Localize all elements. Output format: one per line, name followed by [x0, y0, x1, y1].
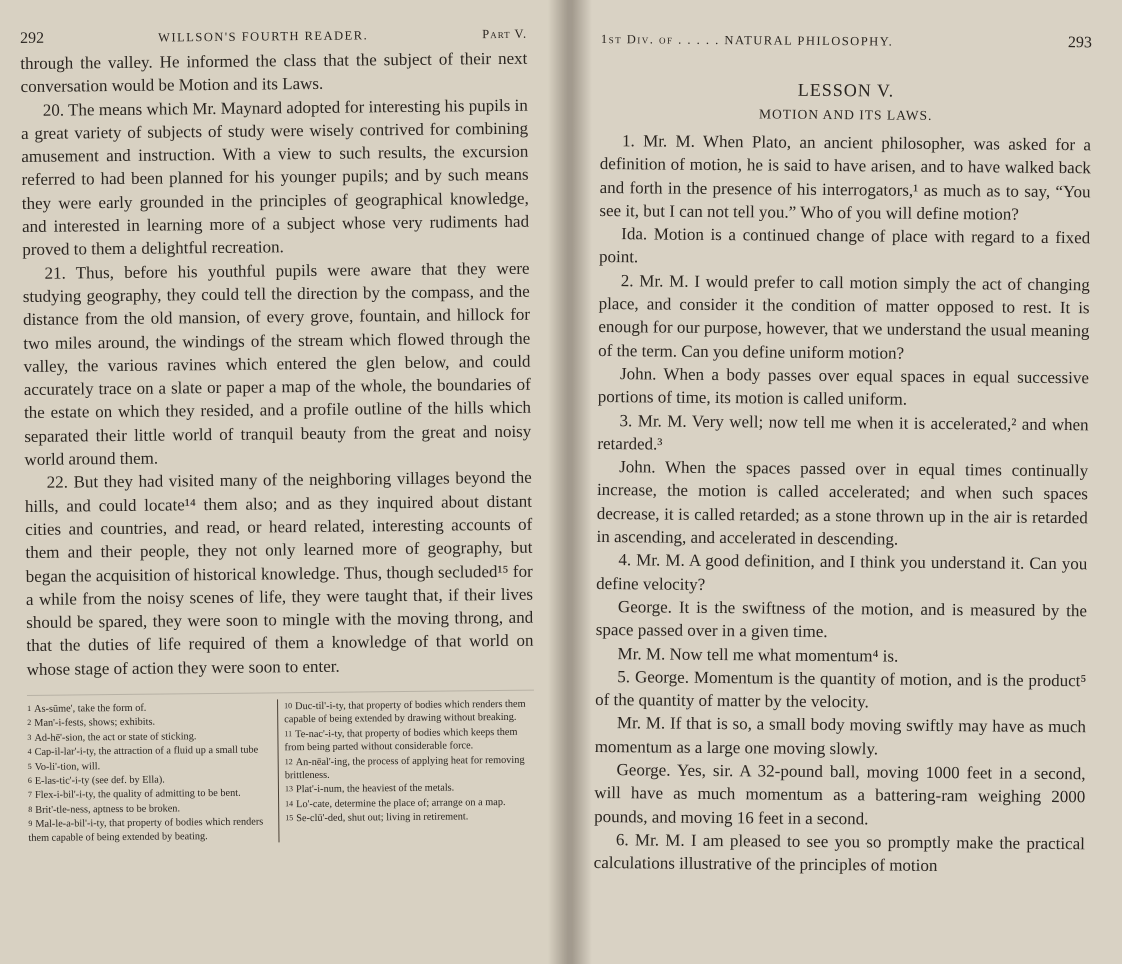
right-running-title-prefix: 1st Div. of	[600, 31, 674, 47]
left-part-label: Part V.	[482, 26, 528, 42]
right-page-header	[601, 30, 1092, 52]
right-page-content	[594, 30, 1092, 879]
paragraph-continuation: through the valley. He informed the class that the subject of their next conversation would be Motion and its Laws.	[20, 48, 528, 97]
dialogue-mr-m-small-body: Mr. M. If that is so, a small body moving swiftly may have as much momentum as a large one moving slowly.	[594, 713, 1087, 759]
dialogue-3: 3. Mr. M. Very well; now tell me when it is accelerated,² and when retarded.³	[597, 410, 1089, 454]
right-page-number: 293	[1067, 34, 1092, 52]
paragraph-20: 20. The means which Mr. Maynard adopted for interesting his pupils in a great variety of subjects of study were wisely contrived for combining amusement and instruction. With a view to such results, the excursion referred to had been planned for his younger pupils; and by such means they were early grounded in the principles of geographical knowledge, and interested in learning more of a subject whose very rudiments had proved to them a delightful recreation.	[20, 95, 530, 260]
footnote-3: 3 Ad-hē'-sion, the act or state of sticking.	[27, 731, 197, 744]
right-page	[565, 0, 1122, 964]
left-page-number: 292	[20, 29, 45, 47]
paragraph-21: 21. Thus, before his youthful pupils were aware that they were studying geography, they could tell the direction by the compass, and the distance from the old mansion, of every grove, fountain, and hillock for two miles around, the windings of the stream which flowed through the valley, the various ravines which entered the glen below, and could accurately trace on a slate or paper a map of the whole, the boundaries of the estate on which they resided, and a profile outline of the hills which separated their little world of tranquil beauty from the great and noisy world around them.	[22, 258, 532, 470]
footnote-10: 10 Duc-til'-i-ty, that property of bodies which renders them capable of being extended by drawing without breaking.	[284, 698, 526, 726]
dialogue-ida: Ida. Motion is a continued change of place with regard to a fixed point.	[598, 224, 1091, 267]
footnotes-column-left	[27, 699, 278, 845]
left-running-title: WILLSON'S FOURTH READER.	[158, 28, 369, 45]
dialogue-4: 4. Mr. M. A good definition, and I think you understand it. Can you define velocity?	[596, 550, 1088, 594]
left-page-content	[20, 25, 536, 845]
footnote-7: 7 Flex-i-bil'-i-ty, the quality of admitting to be bent.	[27, 788, 241, 802]
footnotes	[27, 690, 536, 845]
dialogue-mr-m-momentum: Mr. M. Now tell me what momentum⁴ is.	[617, 643, 899, 666]
footnote-5: 5 Vo-li'-tion, will.	[27, 760, 101, 773]
dialogue-john-2: John. When the spaces passed over in equal times continually increase, the motion is called accelerated; and when such spaces decrease, it is called retarded; as a stone thrown up in the air is retarded in ascending, and accelerated in descending.	[596, 457, 1089, 549]
footnote-11: 11 Te-nac'-i-ty, that property of bodies which keeps them from being parted without considerable force.	[284, 726, 518, 754]
footnote-9: 9 Mal-le-a-bil'-i-ty, that property of bodies which renders them capable of being extended by beating.	[28, 816, 264, 844]
left-page-header	[20, 25, 527, 48]
dialogue-1: 1. Mr. M. When Plato, an ancient philosopher, was asked for a definition of motion, he is said to have arisen, and to have walked back and forth in the presence of his interrogators,¹ as much as to say, “You see it, but I can not tell you.” Who of you will define motion?	[599, 131, 1092, 224]
right-running-title-dots: . . . . .	[678, 32, 720, 48]
dialogue-6: 6. Mr. M. I am pleased to see you so promptly make the practical calculations illustrative of the principles of motion	[593, 830, 1086, 876]
footnote-14: 14 Lo'-cate, determine the place of; arrange on a map.	[285, 796, 506, 811]
dialogue-george-2: George. Yes, sir. A 32-pound ball, moving 1000 feet in a second, will have as much momentum as a battering-ram weighing 2000 pounds, and moving 16 feet in a second.	[594, 760, 1086, 828]
dialogue-george-1: George. It is the swiftness of the motion, and is measured by the space passed over in a given time.	[595, 597, 1088, 642]
footnote-13: 13 Plat'-i-num, the heaviest of the metals.	[284, 782, 455, 796]
paragraph-22: 22. But they had visited many of the neighboring villages beyond the hills, and could locate¹⁴ them also; and as they inquired about distant cities and countries, and read, or heard related, interesting accounts of them and their people, they not only learned more of geography, but began the acquisition of historical knowledge. Thus, though secluded¹⁵ for a while from the noisy scenes of life, they were taught that, if their lives should be spared, they were soon to mingle with the moving throng, and that the duties of life required of them a knowledge of that world on whose stage of action they were soon to enter.	[24, 468, 534, 679]
right-running-title	[601, 32, 893, 50]
lesson-subtitle: MOTION AND ITS LAWS.	[758, 106, 933, 123]
footnote-1: 1 As-sūme', take the form of.	[27, 702, 147, 715]
footnote-6: 6 E-las-tic'-i-ty (see def. by Ella).	[27, 774, 165, 787]
footnote-2: 2 Man'-i-fests, shows; exhibits.	[27, 717, 156, 730]
lesson-heading: LESSON V.	[797, 79, 895, 101]
footnote-15: 15 Se-clū'-ded, shut out; living in retirement.	[285, 811, 469, 825]
dialogue-5: 5. George. Momentum is the quantity of motion, and is the product⁵ of the quantity of matter by the velocity.	[595, 666, 1087, 712]
footnote-8: 8 Brit'-tle-ness, aptness to be broken.	[28, 803, 181, 816]
dialogue-2: 2. Mr. M. I would prefer to call motion simply the act of changing place, and consider it the condition of matter opposed to rest. It is enough for our purpose, however, that we understand the usual meaning of the term. Can you define uniform motion?	[598, 270, 1090, 363]
right-running-title-main: NATURAL PHILOSOPHY.	[724, 33, 894, 49]
footnotes-column-right	[277, 697, 535, 843]
footnote-12: 12 An-nēal'-ing, the process of applying heat for removing brittleness.	[284, 754, 525, 782]
footnote-4: 4 Cap-il-lar'-i-ty, the attraction of a fluid up a small tube	[27, 744, 259, 759]
dialogue-john-1: John. When a body passes over equal spaces in equal successive portions of time, its motion is called uniform.	[597, 364, 1090, 409]
